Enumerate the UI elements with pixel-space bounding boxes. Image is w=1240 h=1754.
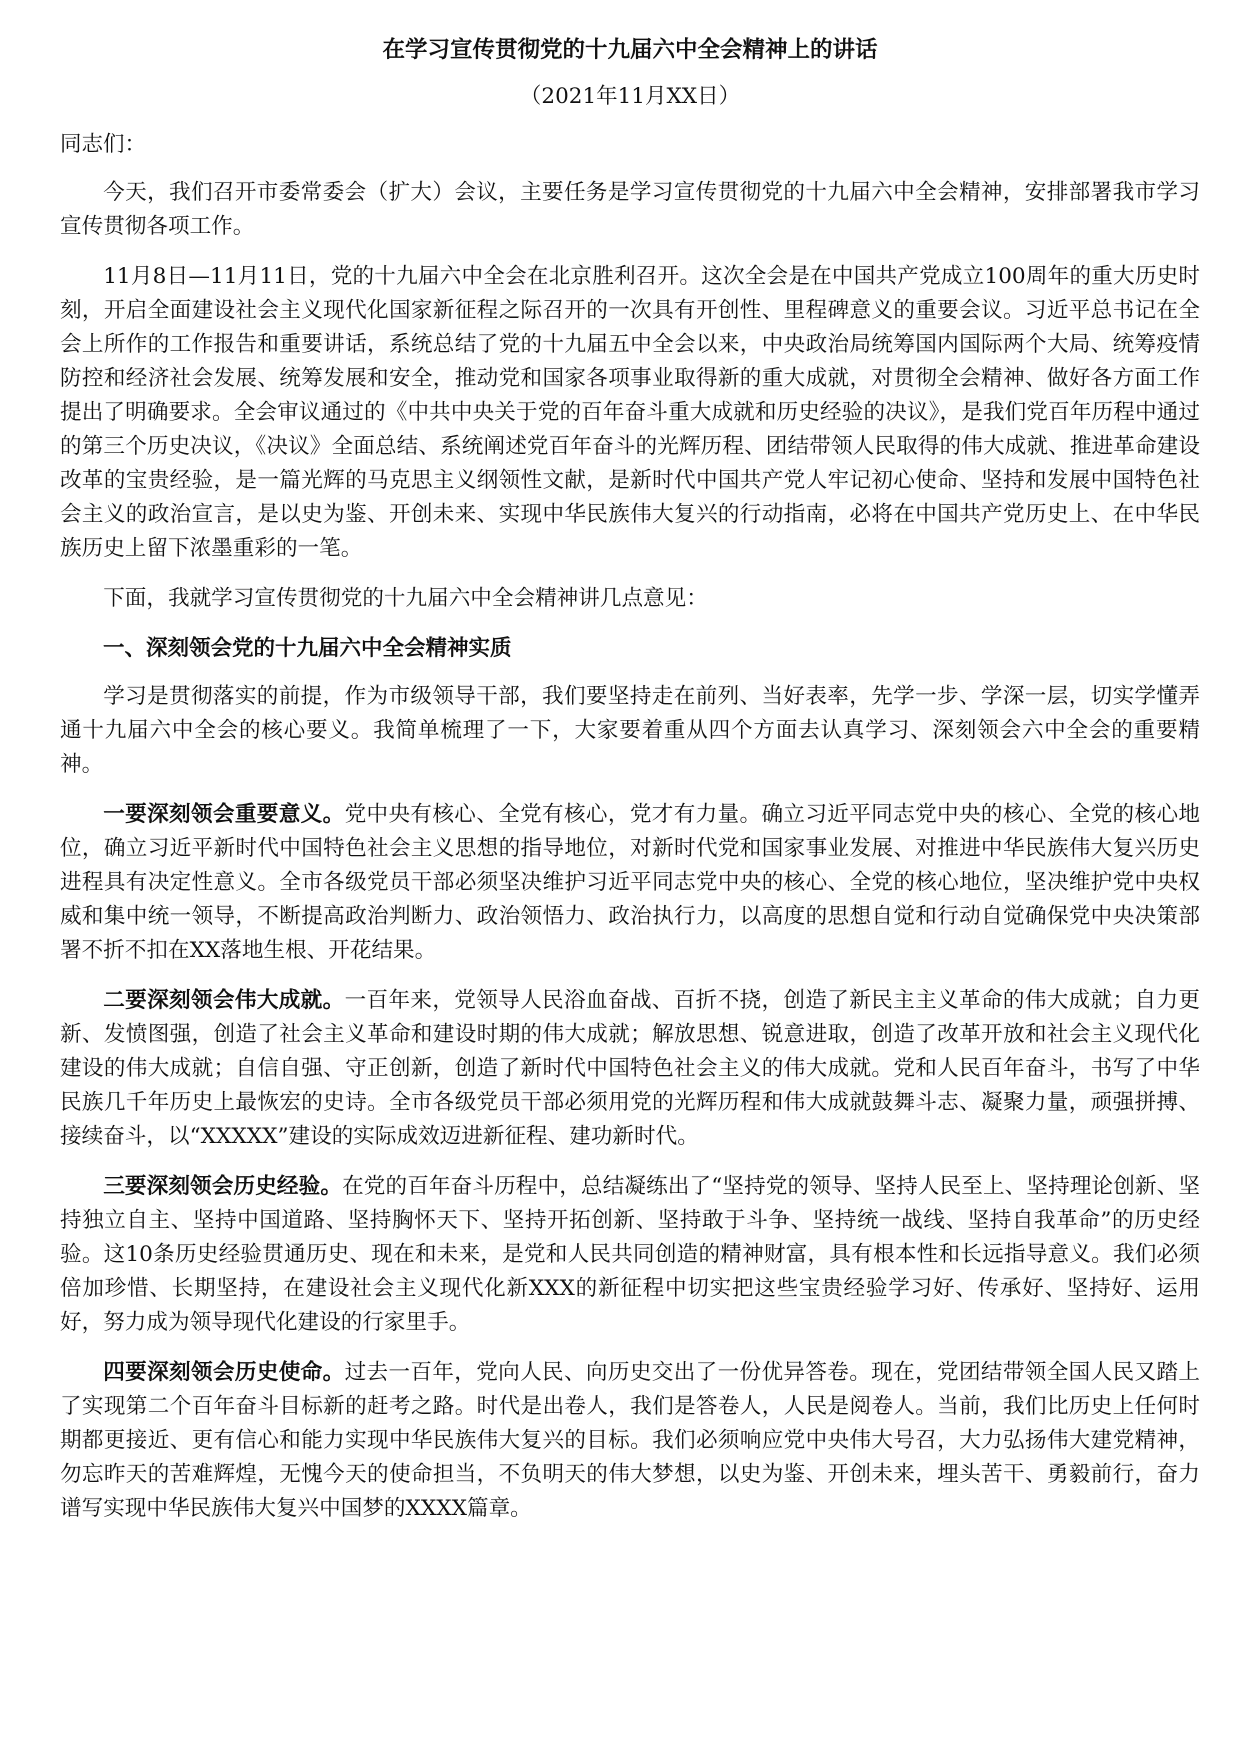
point-text: 在党的百年奋斗历程中，总结凝练出了“坚持党的领导、坚持人民至上、坚持理论创新、坚持独立自主、坚持中国道路、坚持胸怀天下、坚持开拓创新、坚持敢于斗争、坚持统一战线、坚持自我革命”的历史经验。这10条历史经验贯通历史、现在和未来，是党和人民共同创造的精神财富，具有根本性和长远指导意义。我们必须倍加珍惜、长期坚持，在建设社会主义现代化新XXX的新征程中切实把这些宝贵经验学习好、传承好、坚持好、运用好，努力成为领导现代化建设的行家里手。: [60, 1174, 1200, 1335]
intro-paragraph: 今天，我们召开市委常委会（扩大）会议，主要任务是学习宣传贯彻党的十九届六中全会精神，安排部署我市学习宣传贯彻各项工作。: [60, 180, 1200, 239]
point-paragraph: [60, 1356, 1200, 1526]
point-paragraph: [60, 984, 1200, 1154]
point-lead: 二要深刻领会伟大成就。: [103, 988, 345, 1013]
point-lead: 一要深刻领会重要意义。: [103, 802, 345, 827]
point-text: 过去一百年，党向人民、向历史交出了一份优异答卷。现在，党团结带领全国人民又踏上了实现第二个百年奋斗目标新的赶考之路。时代是出卷人，我们是答卷人，人民是阅卷人。当前，我们比历史上任何时期都更接近、更有信心和能力实现中华民族伟大复兴的目标。我们必须响应党中央伟大号召，大力弘扬伟大建党精神，勿忘昨天的苦难辉煌，无愧今天的使命担当，不负明天的伟大梦想，以史为鉴、开创未来，埋头苦干、勇毅前行，奋力谱写实现中华民族伟大复兴中国梦的XXXX篇章。: [60, 1360, 1200, 1521]
intro-paragraph: 11月8日—11月11日，党的十九届六中全会在北京胜利召开。这次全会是在中国共产党成立100周年的重大历史时刻，开启全面建设社会主义现代化国家新征程之际召开的一次具有开创性、里程碑意义的重要会议。习近平总书记在全会上所作的工作报告和重要讲话，系统总结了党的十九届五中全会以来，中央政治局统筹国内国际两个大局、统筹疫情防控和经济社会发展、统筹发展和安全，推动党和国家各项事业取得新的重大成就，对贯彻全会精神、做好各方面工作提出了明确要求。全会审议通过的《中共中央关于党的百年奋斗重大成就和历史经验的决议》，是我们党百年历程中通过的第三个历史决议，《决议》全面总结、系统阐述党百年奋斗的光辉历程、团结带领人民取得的伟大成就、推进革命建设改革的宝贵经验，是一篇光辉的马克思主义纲领性文献，是新时代中国共产党人牢记初心使命、坚持和发展中国特色社会主义的政治宣言，是以史为鉴、开创未来、实现中华民族伟大复兴的行动指南，必将在中国共产党历史上、在中华民族历史上留下浓墨重彩的一笔。: [60, 264, 1200, 561]
intro-paragraph: 下面，我就学习宣传贯彻党的十九届六中全会精神讲几点意见：: [103, 586, 708, 611]
document-page: [60, 34, 1200, 1542]
point-text: 一百年来，党领导人民浴血奋战、百折不挠，创造了新民主主义革命的伟大成就；自力更新、发愤图强，创造了社会主义革命和建设时期的伟大成就；解放思想、锐意进取，创造了改革开放和社会主义现代化建设的伟大成就；自信自强、守正创新，创造了新时代中国特色社会主义的伟大成就。党和人民百年奋斗，书写了中华民族几千年历史上最恢宏的史诗。全市各级党员干部必须用党的光辉历程和伟大成就鼓舞斗志、凝聚力量，顽强拼搏、接续奋斗，以“XXXXX”建设的实际成效迈进新征程、建功新时代。: [60, 988, 1200, 1149]
document-date: （2021年11月XX日）: [519, 84, 741, 109]
salutation: 同志们：: [60, 132, 147, 157]
section-heading: 一、深刻领会党的十九届六中全会精神实质: [103, 636, 512, 661]
document-title: 在学习宣传贯彻党的十九届六中全会精神上的讲话: [382, 37, 878, 63]
point-lead: 三要深刻领会历史经验。: [103, 1174, 343, 1199]
point-lead: 四要深刻领会历史使命。: [103, 1360, 345, 1385]
point-text: 党中央有核心、全党有核心，党才有力量。确立习近平同志党中央的核心、全党的核心地位，确立习近平新时代中国特色社会主义思想的指导地位，对新时代党和国家事业发展、对推进中华民族伟大复兴历史进程具有决定性意义。全市各级党员干部必须坚决维护习近平同志党中央的核心、全党的核心地位，坚决维护党中央权威和集中统一领导，不断提高政治判断力、政治领悟力、政治执行力，以高度的思想自觉和行动自觉确保党中央决策部署不折不扣在XX落地生根、开花结果。: [60, 802, 1200, 963]
point-paragraph: [60, 798, 1200, 968]
section-intro-paragraph: 学习是贯彻落实的前提，作为市级领导干部，我们要坚持走在前列、当好表率，先学一步、学深一层，切实学懂弄通十九届六中全会的核心要义。我简单梳理了一下，大家要着重从四个方面去认真学习、深刻领会六中全会的重要精神。: [60, 684, 1200, 777]
point-paragraph: [60, 1170, 1200, 1340]
